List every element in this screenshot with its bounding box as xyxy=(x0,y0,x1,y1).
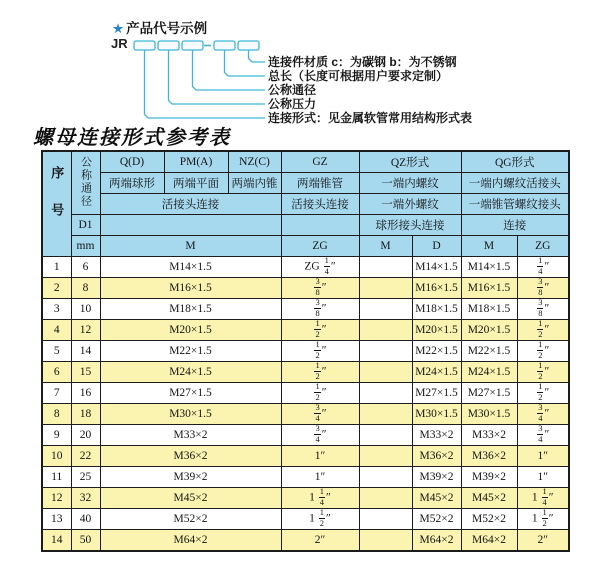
cell-gz: $\frac{1}{2}$ ″ xyxy=(281,320,359,341)
cell-qg_zg: $\frac{1}{2}$ ″ xyxy=(517,341,569,362)
cell-qg_zg: $\frac{1}{4}$ ″ xyxy=(517,257,569,278)
cell-qz_d: M39×2 xyxy=(412,467,461,488)
cell-dn: 32 xyxy=(71,488,100,509)
cell-qz_m xyxy=(359,278,412,299)
table-row xyxy=(42,530,569,552)
cell-qz_m xyxy=(359,404,412,425)
code-label-diameter: 公称通径 xyxy=(268,83,317,97)
cell-qz_d: M30×1.5 xyxy=(412,404,461,425)
cell-dn: 20 xyxy=(71,425,100,446)
cell-qg_m: M36×2 xyxy=(461,446,517,467)
code-box-3 xyxy=(182,41,203,50)
cell-qz_d: M22×1.5 xyxy=(412,341,461,362)
header-qg: QG形式 xyxy=(461,151,569,173)
header-qz-desc2: 一端外螺纹 xyxy=(359,194,461,215)
cell-dn: 22 xyxy=(71,446,100,467)
table-row xyxy=(42,362,569,383)
code-label-material: 连接件材质 c：为碳钢 b：为不锈钢 xyxy=(268,55,457,69)
cell-gz: $\frac{1}{2}$ ″ xyxy=(281,362,359,383)
cell-m: M24×1.5 xyxy=(100,362,281,383)
cell-gz: $\frac{3}{8}$ ″ xyxy=(281,278,359,299)
cell-dn: 6 xyxy=(71,257,100,278)
table-row xyxy=(42,341,569,362)
cell-dn: 50 xyxy=(71,530,100,552)
cell-m: M33×2 xyxy=(100,425,281,446)
cell-qz_d: M33×2 xyxy=(412,425,461,446)
cell-qg_m: M33×2 xyxy=(461,425,517,446)
cell-qg_zg: $\frac{3}{4}$ ″ xyxy=(517,425,569,446)
cell-qz_m xyxy=(359,425,412,446)
cell-qg_zg: $\frac{1}{2}$ ″ xyxy=(517,383,569,404)
header-gz: GZ xyxy=(281,151,359,173)
cell-gz: $\frac{3}{8}$ ″ xyxy=(281,299,359,320)
cell-qz_m xyxy=(359,362,412,383)
cell-dn: 12 xyxy=(71,320,100,341)
header-blank-qpn xyxy=(100,215,281,236)
cell-qz_d: M52×2 xyxy=(412,509,461,530)
cell-m: M14×1.5 xyxy=(100,257,281,278)
header-mm: mm xyxy=(71,236,100,257)
table-row xyxy=(42,299,569,320)
header-zg-c: ZG xyxy=(517,236,569,257)
cell-qg_zg: $\frac{1}{2}$ ″ xyxy=(517,362,569,383)
diagram-heading-text: 产品代号示例 xyxy=(126,21,208,36)
cell-gz: $\frac{1}{2}$ ″ xyxy=(281,383,359,404)
cell-seq: 6 xyxy=(42,362,71,383)
header-m-a: M xyxy=(100,236,281,257)
header-qg-desc1: 一端内螺纹活接头 xyxy=(461,173,569,194)
code-label-pressure: 公称压力 xyxy=(268,97,317,111)
cell-m: M30×1.5 xyxy=(100,404,281,425)
code-prefix: JR xyxy=(111,36,128,51)
cell-m: M64×2 xyxy=(100,530,281,552)
cell-gz: ZG $\frac{1}{4}$ ″ xyxy=(281,257,359,278)
table-row xyxy=(42,488,569,509)
cell-m: M52×2 xyxy=(100,509,281,530)
table-row xyxy=(42,446,569,467)
cell-m: M20×1.5 xyxy=(100,320,281,341)
cell-qz_d: M18×1.5 xyxy=(412,299,461,320)
header-nz: NZ(C) xyxy=(228,151,281,173)
header-q-desc: 两端球形 xyxy=(100,173,164,194)
cell-dn: 15 xyxy=(71,362,100,383)
cell-dn: 25 xyxy=(71,467,100,488)
cell-seq: 5 xyxy=(42,341,71,362)
cell-qz_d: M16×1.5 xyxy=(412,278,461,299)
cell-qz_m xyxy=(359,341,412,362)
cell-qg_m: M64×2 xyxy=(461,530,517,552)
cell-m: M39×2 xyxy=(100,467,281,488)
cell-gz: $\frac{3}{4}$ ″ xyxy=(281,404,359,425)
table-row xyxy=(42,383,569,404)
cell-gz: 1″ xyxy=(281,467,359,488)
star-icon: ★ xyxy=(112,21,125,36)
cell-gz: 2″ xyxy=(281,530,359,552)
cell-gz: 1 $\frac{1}{4}$ ″ xyxy=(281,488,359,509)
header-nz-desc: 两端内锥 xyxy=(228,173,281,194)
cell-seq: 14 xyxy=(42,530,71,552)
cell-qz_m xyxy=(359,299,412,320)
header-pm: PM(A) xyxy=(164,151,228,173)
header-pm-desc: 两端平面 xyxy=(164,173,228,194)
cell-qz_m xyxy=(359,383,412,404)
cell-seq: 9 xyxy=(42,425,71,446)
code-box-1 xyxy=(134,41,155,50)
header-qz-desc1: 一端内螺纹 xyxy=(359,173,461,194)
cell-dn: 14 xyxy=(71,341,100,362)
cell-qg_zg: $\frac{3}{8}$ ″ xyxy=(517,278,569,299)
table-title: 螺母连接形式参考表 xyxy=(33,127,231,149)
cell-qz_m xyxy=(359,467,412,488)
header-qg-connection: 连接 xyxy=(461,215,569,236)
cell-seq: 1 xyxy=(42,257,71,278)
cell-dn: 10 xyxy=(71,299,100,320)
cell-seq: 12 xyxy=(42,488,71,509)
cell-qg_zg: $\frac{3}{8}$ ″ xyxy=(517,299,569,320)
header-zg-a: ZG xyxy=(281,236,359,257)
header-qz-connection: 球形接头连接 xyxy=(359,215,461,236)
header-qz: QZ形式 xyxy=(359,151,461,173)
cell-gz: $\frac{1}{2}$ ″ xyxy=(281,341,359,362)
cell-gz: 1 $\frac{1}{2}$ ″ xyxy=(281,509,359,530)
cell-qz_d: M20×1.5 xyxy=(412,320,461,341)
header-q: Q(D) xyxy=(100,151,164,173)
cell-qg_zg: 2″ xyxy=(517,530,569,552)
cell-qg_zg: 1″ xyxy=(517,467,569,488)
table-header xyxy=(42,151,569,257)
nut-connection-table xyxy=(41,150,570,552)
table-row xyxy=(42,257,569,278)
header-union-connection: 活接头连接 xyxy=(100,194,281,215)
header-d-b: D xyxy=(412,236,461,257)
cell-qz_m xyxy=(359,257,412,278)
table-row xyxy=(42,509,569,530)
cell-qz_m xyxy=(359,530,412,552)
header-m-c: M xyxy=(461,236,517,257)
table-row xyxy=(42,278,569,299)
code-box-2 xyxy=(158,41,179,50)
cell-dn: 16 xyxy=(71,383,100,404)
cell-dn: 40 xyxy=(71,509,100,530)
header-blank-gz xyxy=(281,215,359,236)
cell-qg_zg: 1 $\frac{1}{4}$ ″ xyxy=(517,488,569,509)
cell-m: M22×1.5 xyxy=(100,341,281,362)
cell-qz_m xyxy=(359,509,412,530)
header-d1: D1 xyxy=(71,215,100,236)
cell-qg_m: M18×1.5 xyxy=(461,299,517,320)
connector-lines xyxy=(145,50,266,118)
cell-qg_zg: $\frac{1}{2}$ ″ xyxy=(517,320,569,341)
cell-m: M45×2 xyxy=(100,488,281,509)
cell-qg_zg: $\frac{3}{4}$ ″ xyxy=(517,404,569,425)
cell-seq: 3 xyxy=(42,299,71,320)
code-label-connection: 连接形式：见金属软管常用结构形式表 xyxy=(268,111,473,125)
cell-qg_zg: 1″ xyxy=(517,446,569,467)
cell-qg_m: M39×2 xyxy=(461,467,517,488)
cell-gz: 1″ xyxy=(281,446,359,467)
table-row xyxy=(42,404,569,425)
cell-qz_d: M45×2 xyxy=(412,488,461,509)
table-row xyxy=(42,467,569,488)
header-seq: 序号 xyxy=(42,151,71,257)
cell-qg_m: M52×2 xyxy=(461,509,517,530)
header-gz-desc: 两端锥管 xyxy=(281,173,359,194)
header-qg-desc2: 一端锥管螺纹接头 xyxy=(461,194,569,215)
cell-qg_m: M27×1.5 xyxy=(461,383,517,404)
cell-dn: 8 xyxy=(71,278,100,299)
cell-m: M36×2 xyxy=(100,446,281,467)
header-dn: 公称通径 xyxy=(71,151,100,215)
code-box-5 xyxy=(238,41,259,50)
cell-seq: 4 xyxy=(42,320,71,341)
cell-qz_d: M36×2 xyxy=(412,446,461,467)
code-box-4 xyxy=(214,41,235,50)
cell-qz_d: M24×1.5 xyxy=(412,362,461,383)
cell-qz_m xyxy=(359,488,412,509)
cell-m: M27×1.5 xyxy=(100,383,281,404)
cell-qz_d: M14×1.5 xyxy=(412,257,461,278)
cell-qz_m xyxy=(359,320,412,341)
table-row xyxy=(42,320,569,341)
cell-qz_m xyxy=(359,446,412,467)
table-row xyxy=(42,425,569,446)
table-body xyxy=(42,257,569,552)
diagram-heading xyxy=(112,17,207,37)
cell-seq: 2 xyxy=(42,278,71,299)
cell-m: M16×1.5 xyxy=(100,278,281,299)
cell-seq: 7 xyxy=(42,383,71,404)
cell-seq: 11 xyxy=(42,467,71,488)
cell-dn: 18 xyxy=(71,404,100,425)
cell-qz_d: M64×2 xyxy=(412,530,461,552)
header-m-b: M xyxy=(359,236,412,257)
cell-qg_m: M24×1.5 xyxy=(461,362,517,383)
cell-seq: 10 xyxy=(42,446,71,467)
cell-gz: $\frac{3}{4}$ ″ xyxy=(281,425,359,446)
cell-m: M18×1.5 xyxy=(100,299,281,320)
cell-qg_m: M14×1.5 xyxy=(461,257,517,278)
cell-qg_m: M45×2 xyxy=(461,488,517,509)
cell-qg_zg: 1 $\frac{1}{2}$ ″ xyxy=(517,509,569,530)
cell-qg_m: M16×1.5 xyxy=(461,278,517,299)
cell-qg_m: M20×1.5 xyxy=(461,320,517,341)
cell-seq: 13 xyxy=(42,509,71,530)
code-label-length: 总长（长度可根据用户要求定制） xyxy=(268,69,449,83)
cell-qg_m: M30×1.5 xyxy=(461,404,517,425)
cell-qg_m: M22×1.5 xyxy=(461,341,517,362)
header-gz-connection: 活接头连接 xyxy=(281,194,359,215)
cell-qz_d: M27×1.5 xyxy=(412,383,461,404)
cell-seq: 8 xyxy=(42,404,71,425)
